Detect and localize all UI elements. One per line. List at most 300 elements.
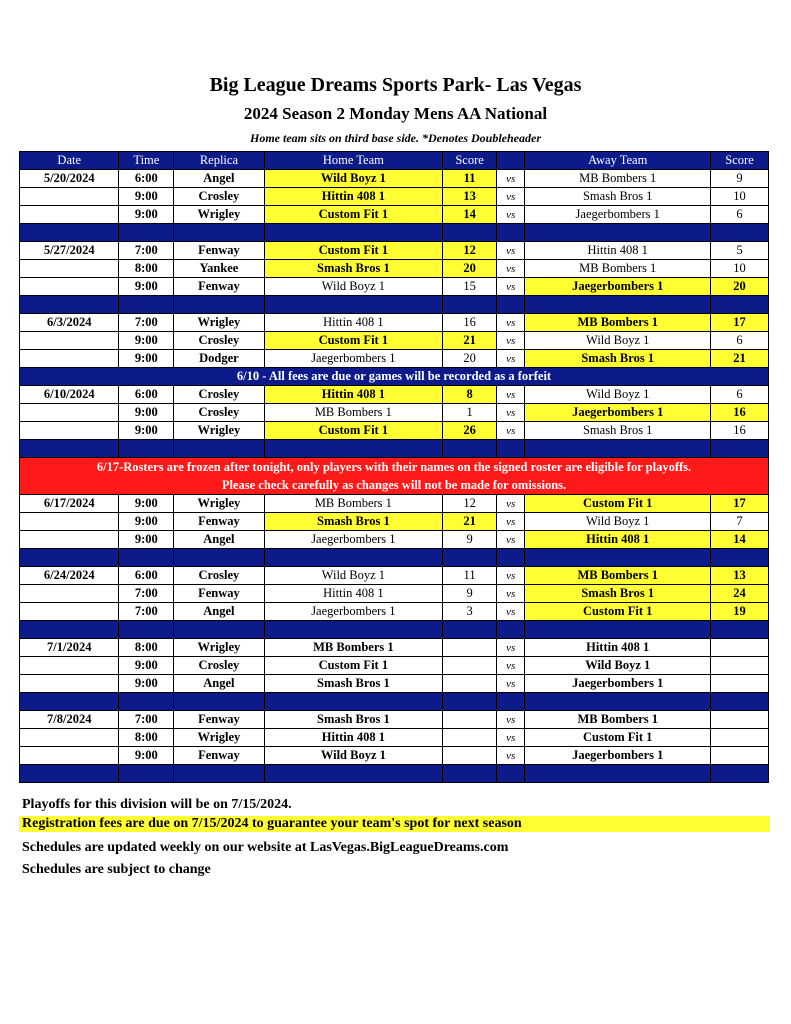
separator-cell [443, 693, 497, 711]
game-replica-field: Angel [174, 675, 264, 693]
vs-label: vs [496, 513, 524, 531]
separator-cell [264, 693, 443, 711]
playoffs-note: Playoffs for this division will be on 7/15/2024. [22, 797, 292, 812]
separator-cell [20, 693, 119, 711]
away-team: Custom Fit 1 [525, 729, 711, 747]
col-away-score-header: Score [711, 152, 769, 170]
separator-cell [525, 693, 711, 711]
website-note: Schedules are updated weekly on our website at LasVegas.BigLeagueDreams.com [22, 840, 509, 855]
away-team: MB Bombers 1 [525, 260, 711, 278]
home-score: 21 [443, 332, 497, 350]
col-date-header: Date [20, 152, 119, 170]
game-date: 7/1/2024 [20, 639, 119, 657]
separator-cell [496, 693, 524, 711]
away-score: 16 [711, 404, 769, 422]
game-date: 6/3/2024 [20, 314, 119, 332]
home-score: 9 [443, 585, 497, 603]
home-score: 16 [443, 314, 497, 332]
game-time: 9:00 [119, 206, 174, 224]
vs-label: vs [496, 278, 524, 296]
away-score [711, 729, 769, 747]
home-score: 11 [443, 567, 497, 585]
separator-cell [174, 440, 264, 458]
game-date [20, 513, 119, 531]
game-row [20, 711, 769, 729]
vs-label: vs [496, 206, 524, 224]
schedule-table [19, 151, 769, 783]
away-team: Smash Bros 1 [525, 422, 711, 440]
game-time: 9:00 [119, 332, 174, 350]
vs-label: vs [496, 260, 524, 278]
game-date [20, 747, 119, 765]
vs-label: vs [496, 675, 524, 693]
home-team: Smash Bros 1 [264, 675, 443, 693]
game-replica-field: Wrigley [174, 495, 264, 513]
separator-cell [496, 621, 524, 639]
vs-label: vs [496, 585, 524, 603]
home-team: MB Bombers 1 [264, 495, 443, 513]
game-row [20, 531, 769, 549]
vs-label: vs [496, 711, 524, 729]
separator-cell [496, 296, 524, 314]
col-home-team-header: Home Team [264, 152, 443, 170]
home-score: 8 [443, 386, 497, 404]
separator-cell [119, 549, 174, 567]
separator-cell [711, 693, 769, 711]
separator-cell [20, 224, 119, 242]
game-replica-field: Yankee [174, 260, 264, 278]
vs-label: vs [496, 495, 524, 513]
page-subtitle: 2024 Season 2 Monday Mens AA National [243, 104, 548, 123]
separator-cell [119, 765, 174, 783]
schedule-body [20, 170, 769, 783]
vs-label: vs [496, 332, 524, 350]
game-time: 6:00 [119, 170, 174, 188]
game-replica-field: Fenway [174, 585, 264, 603]
home-score [443, 657, 497, 675]
vs-label: vs [496, 603, 524, 621]
separator-cell [443, 549, 497, 567]
game-time: 9:00 [119, 350, 174, 368]
game-row [20, 422, 769, 440]
home-team: Wild Boyz 1 [264, 567, 443, 585]
away-score [711, 747, 769, 765]
week-separator [20, 224, 769, 242]
vs-label: vs [496, 314, 524, 332]
separator-cell [20, 621, 119, 639]
separator-cell [20, 296, 119, 314]
game-date: 6/17/2024 [20, 495, 119, 513]
game-replica-field: Crosley [174, 657, 264, 675]
game-time: 9:00 [119, 422, 174, 440]
separator-cell [174, 549, 264, 567]
vs-label: vs [496, 531, 524, 549]
vs-label: vs [496, 170, 524, 188]
game-replica-field: Angel [174, 170, 264, 188]
away-score: 6 [711, 206, 769, 224]
fee-notice: 6/10 - All fees are due or games will be recorded as a forfeit [20, 368, 769, 386]
home-score: 3 [443, 603, 497, 621]
away-score: 10 [711, 260, 769, 278]
home-team: Wild Boyz 1 [264, 747, 443, 765]
week-separator [20, 549, 769, 567]
home-score [443, 747, 497, 765]
home-score [443, 639, 497, 657]
game-row [20, 278, 769, 296]
vs-label: vs [496, 657, 524, 675]
separator-cell [525, 224, 711, 242]
week-separator [20, 765, 769, 783]
vs-label: vs [496, 567, 524, 585]
vs-label: vs [496, 404, 524, 422]
away-score: 21 [711, 350, 769, 368]
game-date [20, 206, 119, 224]
separator-cell [711, 549, 769, 567]
game-row [20, 567, 769, 585]
game-date [20, 657, 119, 675]
game-replica-field: Dodger [174, 350, 264, 368]
separator-cell [711, 224, 769, 242]
away-team: Hittin 408 1 [525, 242, 711, 260]
home-team: MB Bombers 1 [264, 639, 443, 657]
away-team: Smash Bros 1 [525, 585, 711, 603]
roster-alert-line: Please check carefully as changes will not be made for omissions. [221, 478, 567, 492]
game-row [20, 350, 769, 368]
game-row [20, 585, 769, 603]
separator-cell [119, 224, 174, 242]
separator-cell [443, 224, 497, 242]
away-score: 13 [711, 567, 769, 585]
vs-label: vs [496, 639, 524, 657]
separator-cell [711, 621, 769, 639]
away-team: Wild Boyz 1 [525, 386, 711, 404]
home-team: Custom Fit 1 [264, 332, 443, 350]
week-separator [20, 621, 769, 639]
game-time: 7:00 [119, 603, 174, 621]
col-vs-header [496, 152, 524, 170]
game-time: 9:00 [119, 657, 174, 675]
separator-cell [174, 693, 264, 711]
home-score: 26 [443, 422, 497, 440]
home-team: Smash Bros 1 [264, 711, 443, 729]
game-time: 9:00 [119, 188, 174, 206]
separator-cell [496, 224, 524, 242]
away-score [711, 711, 769, 729]
home-team: Custom Fit 1 [264, 206, 443, 224]
game-time: 8:00 [119, 639, 174, 657]
away-team: Custom Fit 1 [525, 603, 711, 621]
game-replica-field: Wrigley [174, 206, 264, 224]
game-date: 5/27/2024 [20, 242, 119, 260]
game-date [20, 603, 119, 621]
game-date [20, 675, 119, 693]
week-separator [20, 693, 769, 711]
game-replica-field: Crosley [174, 404, 264, 422]
game-replica-field: Wrigley [174, 729, 264, 747]
away-team: Jaegerbombers 1 [525, 404, 711, 422]
home-team: Hittin 408 1 [264, 314, 443, 332]
game-replica-field: Fenway [174, 513, 264, 531]
subject-to-change-note: Schedules are subject to change [22, 862, 211, 877]
game-date [20, 585, 119, 603]
game-time: 9:00 [119, 513, 174, 531]
away-score: 16 [711, 422, 769, 440]
separator-cell [20, 440, 119, 458]
game-replica-field: Fenway [174, 242, 264, 260]
separator-cell [20, 765, 119, 783]
vs-label: vs [496, 386, 524, 404]
game-time: 9:00 [119, 531, 174, 549]
game-replica-field: Crosley [174, 386, 264, 404]
game-replica-field: Fenway [174, 278, 264, 296]
col-away-team-header: Away Team [525, 152, 711, 170]
home-team: Smash Bros 1 [264, 513, 443, 531]
vs-label: vs [496, 350, 524, 368]
away-score: 20 [711, 278, 769, 296]
game-date: 5/20/2024 [20, 170, 119, 188]
game-date [20, 332, 119, 350]
separator-cell [264, 549, 443, 567]
game-row [20, 495, 769, 513]
separator-cell [525, 765, 711, 783]
away-team: Wild Boyz 1 [525, 513, 711, 531]
away-team: Wild Boyz 1 [525, 332, 711, 350]
game-replica-field: Crosley [174, 188, 264, 206]
game-row [20, 332, 769, 350]
home-team: Custom Fit 1 [264, 657, 443, 675]
away-team: Smash Bros 1 [525, 350, 711, 368]
home-team: Hittin 408 1 [264, 188, 443, 206]
separator-cell [174, 621, 264, 639]
game-date [20, 729, 119, 747]
separator-cell [119, 440, 174, 458]
game-time: 8:00 [119, 729, 174, 747]
separator-cell [119, 693, 174, 711]
home-team: Hittin 408 1 [264, 729, 443, 747]
away-team: MB Bombers 1 [525, 314, 711, 332]
home-team: Jaegerbombers 1 [264, 603, 443, 621]
separator-cell [711, 296, 769, 314]
separator-cell [20, 549, 119, 567]
game-date [20, 531, 119, 549]
away-score: 19 [711, 603, 769, 621]
away-team: MB Bombers 1 [525, 711, 711, 729]
home-score: 20 [443, 350, 497, 368]
home-score [443, 711, 497, 729]
home-score: 1 [443, 404, 497, 422]
home-score: 12 [443, 242, 497, 260]
roster-alert-line: 6/17-Rosters are frozen after tonight, only players with their names on the signed roster are eligible for playoffs. [96, 460, 692, 474]
separator-cell [711, 440, 769, 458]
game-date [20, 278, 119, 296]
separator-cell [119, 621, 174, 639]
game-time: 7:00 [119, 711, 174, 729]
game-time: 6:00 [119, 567, 174, 585]
game-row [20, 603, 769, 621]
table-header-row [20, 152, 769, 170]
game-replica-field: Crosley [174, 332, 264, 350]
away-team: Wild Boyz 1 [525, 657, 711, 675]
game-row [20, 170, 769, 188]
col-time-header: Time [119, 152, 174, 170]
game-time: 9:00 [119, 747, 174, 765]
home-score: 21 [443, 513, 497, 531]
home-team: Smash Bros 1 [264, 260, 443, 278]
away-score [711, 675, 769, 693]
game-replica-field: Fenway [174, 711, 264, 729]
home-team: Jaegerbombers 1 [264, 350, 443, 368]
game-row [20, 242, 769, 260]
game-date [20, 188, 119, 206]
game-date: 6/24/2024 [20, 567, 119, 585]
separator-cell [264, 224, 443, 242]
away-team: Jaegerbombers 1 [525, 675, 711, 693]
vs-label: vs [496, 729, 524, 747]
game-time: 9:00 [119, 404, 174, 422]
away-score [711, 639, 769, 657]
game-replica-field: Fenway [174, 747, 264, 765]
home-score [443, 729, 497, 747]
away-score: 17 [711, 314, 769, 332]
away-team: Custom Fit 1 [525, 495, 711, 513]
game-replica-field: Wrigley [174, 639, 264, 657]
home-team: Wild Boyz 1 [264, 170, 443, 188]
separator-cell [174, 224, 264, 242]
separator-cell [525, 440, 711, 458]
game-row [20, 404, 769, 422]
separator-cell [443, 440, 497, 458]
schedule-note: Home team sits on third base side. *Denotes Doubleheader [250, 131, 541, 145]
game-time: 6:00 [119, 386, 174, 404]
game-time: 7:00 [119, 242, 174, 260]
game-row [20, 513, 769, 531]
away-score: 17 [711, 495, 769, 513]
roster-alert [20, 458, 769, 495]
separator-cell [525, 549, 711, 567]
away-score: 24 [711, 585, 769, 603]
game-row [20, 639, 769, 657]
home-team: Hittin 408 1 [264, 386, 443, 404]
away-team: Jaegerbombers 1 [525, 278, 711, 296]
registration-note: Registration fees are due on 7/15/2024 to guarantee your team's spot for next season [19, 816, 769, 832]
game-time: 9:00 [119, 675, 174, 693]
vs-label: vs [496, 242, 524, 260]
game-replica-field: Crosley [174, 567, 264, 585]
away-team: Hittin 408 1 [525, 639, 711, 657]
game-replica-field: Wrigley [174, 422, 264, 440]
game-date [20, 260, 119, 278]
roster-alert-row [20, 458, 769, 495]
fee-notice-row [20, 368, 769, 386]
game-row [20, 260, 769, 278]
separator-cell [525, 296, 711, 314]
home-score: 11 [443, 170, 497, 188]
away-score [711, 657, 769, 675]
separator-cell [711, 765, 769, 783]
game-date [20, 404, 119, 422]
game-replica-field: Angel [174, 603, 264, 621]
away-score: 9 [711, 170, 769, 188]
vs-label: vs [496, 422, 524, 440]
away-team: Smash Bros 1 [525, 188, 711, 206]
col-home-score-header: Score [443, 152, 497, 170]
separator-cell [174, 296, 264, 314]
separator-cell [496, 549, 524, 567]
game-row [20, 657, 769, 675]
away-score: 10 [711, 188, 769, 206]
away-score: 14 [711, 531, 769, 549]
week-separator [20, 296, 769, 314]
home-team: MB Bombers 1 [264, 404, 443, 422]
game-time: 9:00 [119, 495, 174, 513]
home-team: Hittin 408 1 [264, 585, 443, 603]
game-time: 9:00 [119, 278, 174, 296]
vs-label: vs [496, 747, 524, 765]
game-time: 8:00 [119, 260, 174, 278]
game-row [20, 386, 769, 404]
game-date: 6/10/2024 [20, 386, 119, 404]
game-time: 7:00 [119, 585, 174, 603]
game-replica-field: Wrigley [174, 314, 264, 332]
separator-cell [496, 765, 524, 783]
home-score: 9 [443, 531, 497, 549]
week-separator [20, 440, 769, 458]
home-score [443, 675, 497, 693]
home-team: Custom Fit 1 [264, 422, 443, 440]
game-row [20, 675, 769, 693]
game-row [20, 747, 769, 765]
separator-cell [174, 765, 264, 783]
separator-cell [496, 440, 524, 458]
away-team: Jaegerbombers 1 [525, 206, 711, 224]
game-date: 7/8/2024 [20, 711, 119, 729]
home-team: Wild Boyz 1 [264, 278, 443, 296]
away-score: 6 [711, 386, 769, 404]
away-team: MB Bombers 1 [525, 567, 711, 585]
away-score: 6 [711, 332, 769, 350]
game-date [20, 422, 119, 440]
game-row [20, 206, 769, 224]
separator-cell [264, 440, 443, 458]
separator-cell [264, 765, 443, 783]
home-score: 12 [443, 495, 497, 513]
away-team: MB Bombers 1 [525, 170, 711, 188]
away-score: 7 [711, 513, 769, 531]
home-score: 13 [443, 188, 497, 206]
away-team: Jaegerbombers 1 [525, 747, 711, 765]
col-replica-header: Replica [174, 152, 264, 170]
away-team: Hittin 408 1 [525, 531, 711, 549]
vs-label: vs [496, 188, 524, 206]
page-title: Big League Dreams Sports Park- Las Vegas [209, 74, 582, 96]
game-replica-field: Angel [174, 531, 264, 549]
game-row [20, 729, 769, 747]
game-time: 7:00 [119, 314, 174, 332]
separator-cell [264, 621, 443, 639]
home-team: Jaegerbombers 1 [264, 531, 443, 549]
away-score: 5 [711, 242, 769, 260]
game-row [20, 314, 769, 332]
separator-cell [264, 296, 443, 314]
home-score: 20 [443, 260, 497, 278]
separator-cell [525, 621, 711, 639]
separator-cell [119, 296, 174, 314]
separator-cell [443, 621, 497, 639]
home-team: Custom Fit 1 [264, 242, 443, 260]
separator-cell [443, 765, 497, 783]
game-date [20, 350, 119, 368]
game-row [20, 188, 769, 206]
